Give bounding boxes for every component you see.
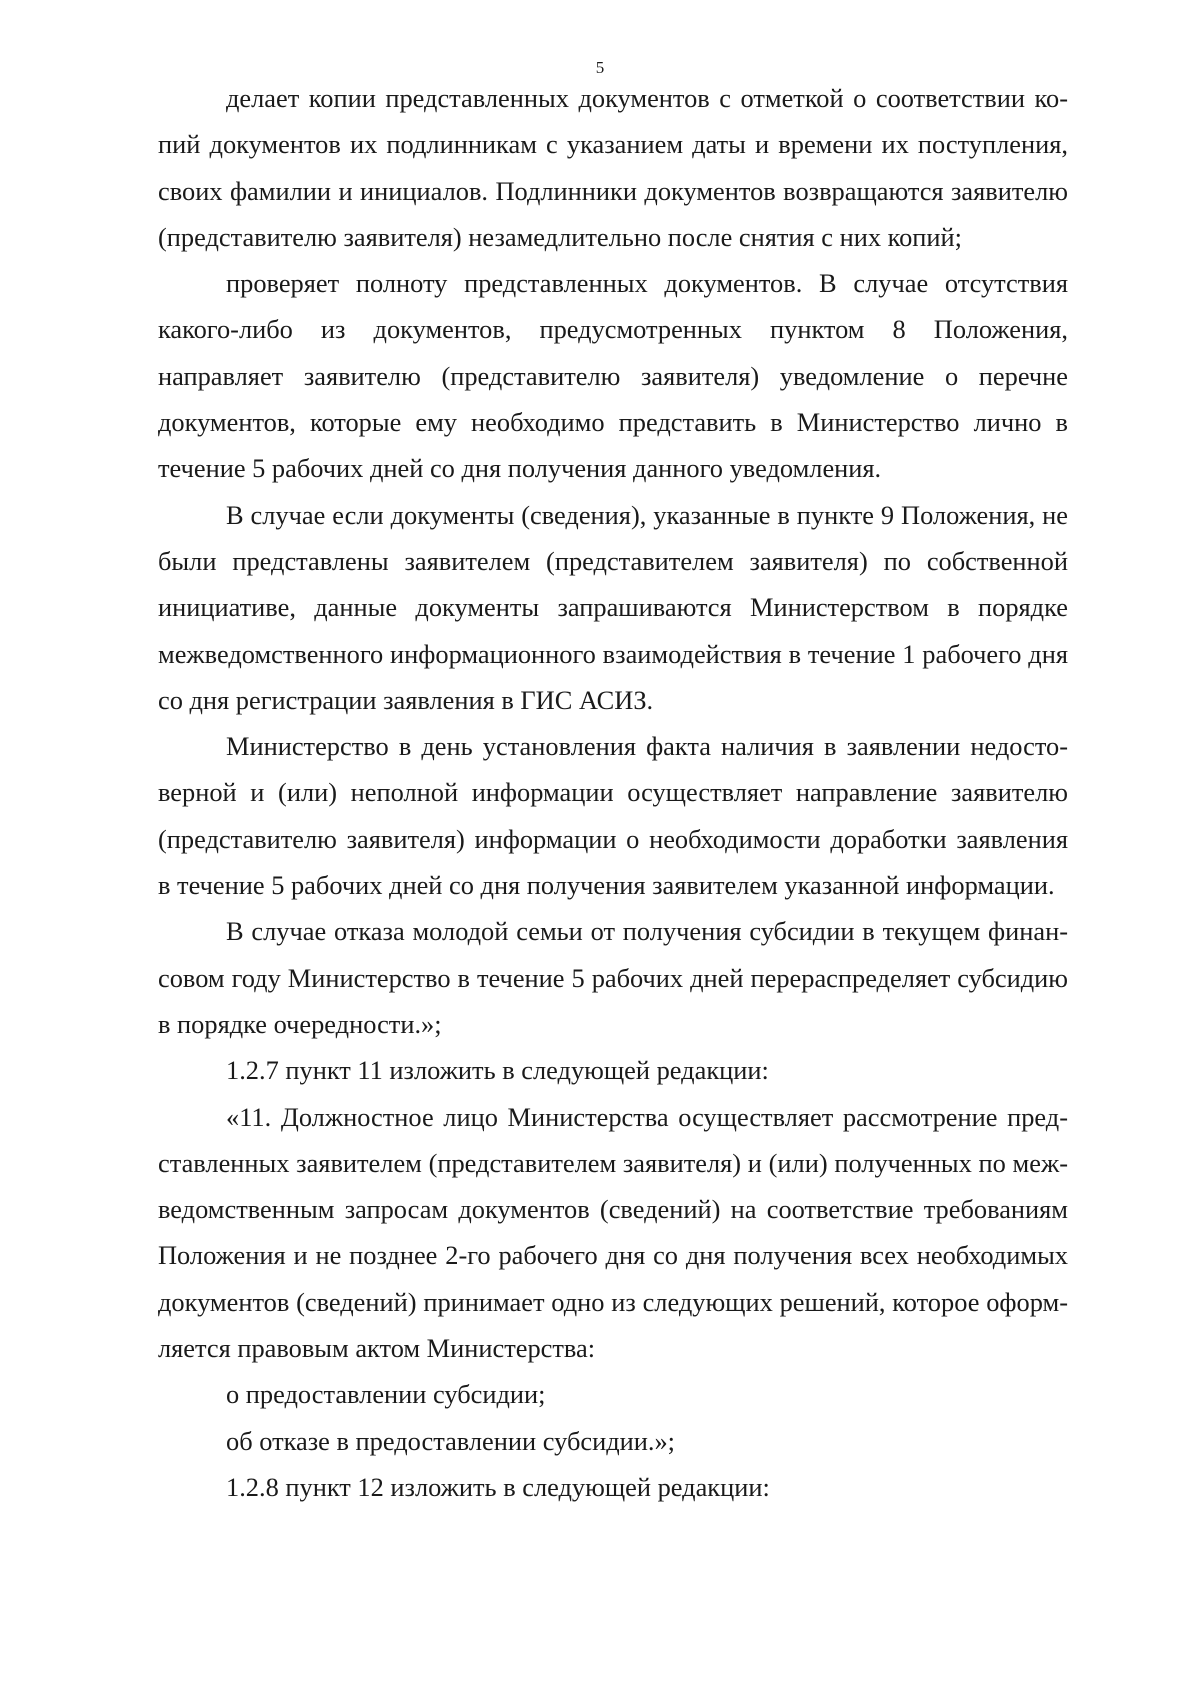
paragraph-refusal-decision: об отказе в предоставлении субсидии.»; (226, 1425, 676, 1456)
paragraph-grant-decision: о предоставлении субсидии; (226, 1379, 546, 1410)
paragraph-clause-11: «11. Должностное лицо Министерства осуществляет рассмотрение представленных заявителем (представителем заявителя) и (или) полученных по межведомственным запросам документов (сведений) на соответствие требованиям Положения и не позднее 2-го рабочего дня со дня получения всех необходимых документов (сведений) принимает одно из следующих решений, которое оформляется правовым актом Министерства: (158, 1101, 1068, 1364)
paragraph-completeness-check: проверяет полноту представленных документов. В случае отсутствия какого-либо из документов, предусмотренных пунктом 8 Положения, направляет заявителю (представителю заявителя) уведомление о перечне документов, которые ему необходимо представить в Министерство лично в течение 5 рабочих дней со дня получения данного уведомления. (158, 268, 1068, 484)
paragraph-amendment-1-2-8: 1.2.8 пункт 12 изложить в следующей редакции: (226, 1471, 770, 1502)
page-number: 5 (595, 58, 605, 77)
paragraph-interagency-request: В случае если документы (сведения), указанные в пункте 9 Положения, не были представлены заявителем (представителем заявителя) по собственной инициативе, данные документы запрашиваются Министерством в порядке межведомственного информационного взаимодействия в течение 1 рабочего дня со дня регистрации заявления в ГИС АСИЗ. (158, 499, 1068, 715)
paragraph-incomplete-info: Министерство в день установления факта наличия в заявлении недостоверной и (или) неполной информации осуществляет направление заявителю (представителю заявителя) информации о необходимости доработки заявления в течение 5 рабочих дней со дня получения заявителем указанной информации. (158, 731, 1068, 901)
paragraph-refusal-redistribution: В случае отказа молодой семьи от получения субсидии в текущем финансовом году Министерство в течение 5 рабочих дней перераспределяет субсидию в порядке очередности.»; (158, 916, 1068, 1039)
paragraph-amendment-1-2-7: 1.2.7 пункт 11 изложить в следующей редакции: (226, 1055, 769, 1086)
paragraph-copies: делает копии представленных документов с отметкой о соответствии копий документов их подлинникам с указанием даты и времени их поступления, своих фамилии и инициалов. Подлинники документов возвращаются заявителю (представителю заявителя) незамедлительно после снятия с них копий; (158, 83, 1068, 252)
document-body (158, 75, 1068, 1510)
